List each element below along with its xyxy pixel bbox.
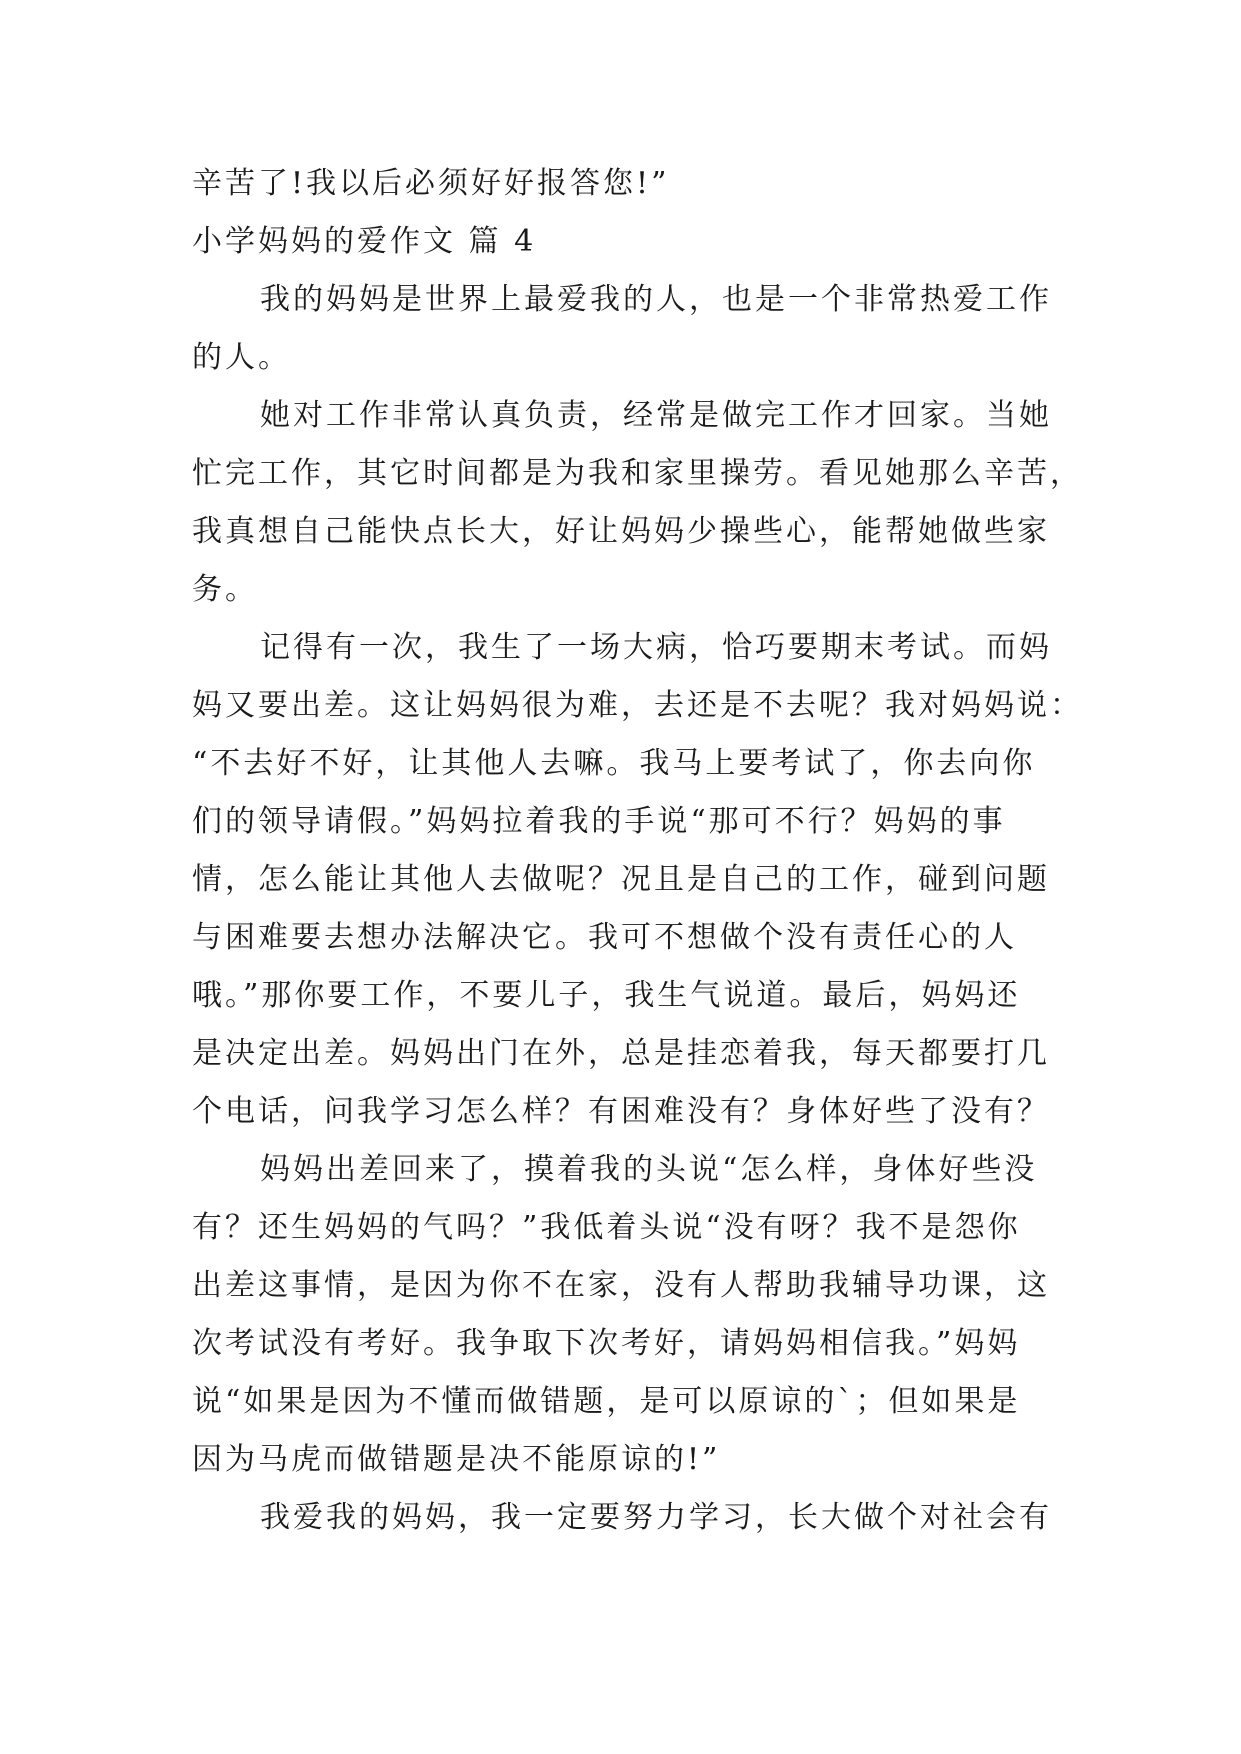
paragraph-5 bbox=[192, 1489, 1072, 1547]
paragraph-line: 我的妈妈是世界上最爱我的人，也是一个非常热爱工作 bbox=[260, 282, 1052, 317]
paragraph-line: “不去好不好，让其他人去嘛。我马上要考试了，你去向你 bbox=[192, 746, 1036, 781]
paragraph-line: 们的领导请假。”妈妈拉着我的手说“那可不行？妈妈的事 bbox=[192, 804, 1006, 839]
paragraph-line: 说“如果是因为不懂而做错题，是可以原谅的`；但如果是 bbox=[192, 1384, 1021, 1419]
paragraph-line: 是决定出差。妈妈出门在外，总是挂恋着我，每天都要打几 bbox=[192, 1036, 1050, 1071]
section-title: 小学妈妈的爱作文 篇 4 bbox=[192, 224, 537, 259]
paragraph-line: 因为马虎而做错题是决不能原谅的!” bbox=[192, 1442, 721, 1477]
paragraph-line: 情，怎么能让其他人去做呢？况且是自己的工作，碰到问题 bbox=[192, 862, 1050, 897]
paragraph-line: 出差这事情，是因为你不在家，没有人帮助我辅导功课，这 bbox=[192, 1268, 1050, 1303]
paragraph-line: 个电话，问我学习怎么样？有困难没有？身体好些了没有？ bbox=[192, 1094, 1050, 1129]
paragraph-line: 的人。 bbox=[192, 340, 291, 375]
carry-over-line: 辛苦了!我以后必须好好报答您!” bbox=[192, 166, 670, 201]
paragraph-line: 记得有一次，我生了一场大病，恰巧要期末考试。而妈 bbox=[260, 630, 1052, 665]
paragraph-line: 忙完工作，其它时间都是为我和家里操劳。看见她那么辛苦， bbox=[192, 456, 1083, 491]
paragraph-line: 哦。”那你要工作，不要儿子，我生气说道。最后，妈妈还 bbox=[192, 978, 1021, 1013]
paragraph-line: 务。 bbox=[192, 572, 258, 607]
paragraph-line: 她对工作非常认真负责，经常是做完工作才回家。当她 bbox=[260, 398, 1052, 433]
paragraph-4 bbox=[192, 1141, 1072, 1489]
paragraph-line: 我真想自己能快点长大，好让妈妈少操些心，能帮她做些家 bbox=[192, 514, 1050, 549]
paragraph-line: 有？还生妈妈的气吗？”我低着头说“没有呀？我不是怨你 bbox=[192, 1210, 1021, 1245]
document-body bbox=[192, 155, 1083, 1547]
paragraph-3 bbox=[192, 619, 1083, 1141]
paragraph-line: 与困难要去想办法解决它。我可不想做个没有责任心的人 bbox=[192, 920, 1017, 955]
paragraph-2 bbox=[192, 387, 1083, 619]
paragraph-line: 我爱我的妈妈，我一定要努力学习，长大做个对社会有 bbox=[260, 1500, 1052, 1535]
paragraph-line: 妈又要出差。这让妈妈很为难，去还是不去呢？我对妈妈说： bbox=[192, 688, 1083, 723]
paragraph-line: 次考试没有考好。我争取下次考好，请妈妈相信我。”妈妈 bbox=[192, 1326, 1021, 1361]
paragraph-line: 妈妈出差回来了，摸着我的头说“怎么样，身体好些没 bbox=[260, 1152, 1038, 1187]
paragraph-1 bbox=[192, 271, 1072, 387]
